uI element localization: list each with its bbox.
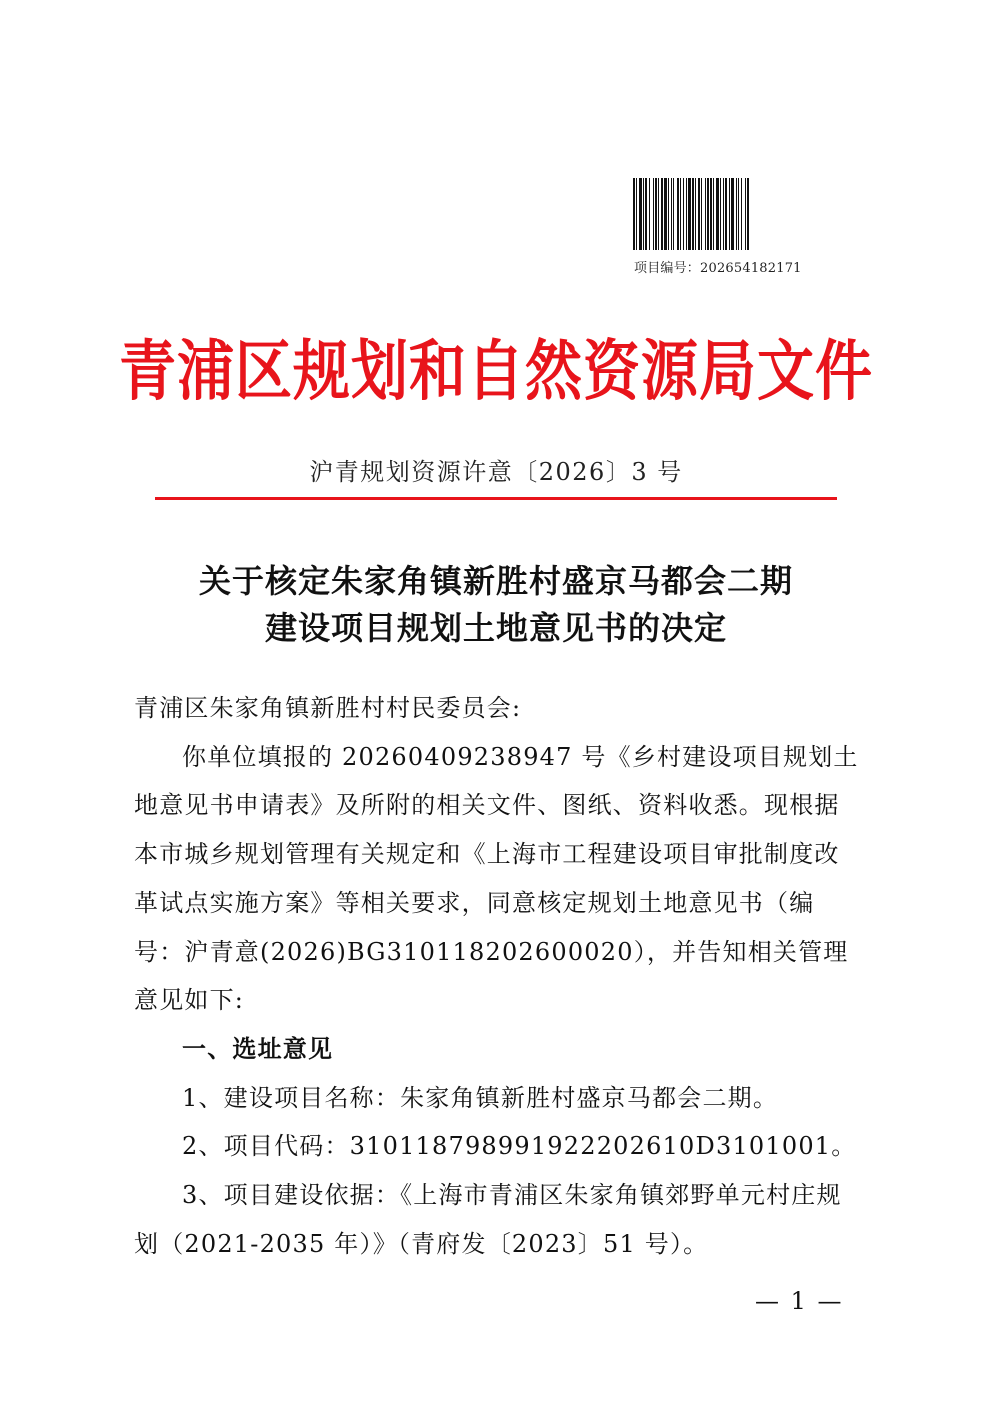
issuer-title: 青浦区规划和自然资源局文件 — [119, 333, 873, 410]
document-title-line-1: 关于核定朱家角镇新胜村盛京马都会二期 — [198, 562, 793, 600]
document-number: 沪青规划资源许意〔2026〕3 号 — [309, 458, 683, 486]
barcode-bar — [749, 178, 751, 250]
list-item: 3、项目建设依据：《上海市青浦区朱家角镇郊野单元村庄规划（2021-2035 年）》（青府发〔2023〕51 号）。 — [134, 1181, 842, 1258]
section-heading: 一、选址意见 — [182, 1034, 334, 1063]
body-paragraph: 你单位填报的 20260409238947 号《乡村建设项目规划土地意见书申请表》及所附的相关文件、图纸、资料收悉。现根据本市城乡规划管理有关规定和《上海市工程建设项目审批制度改革试点实施方案》等相关要求，同意核定规划土地意见书（编号：沪青意(2026)BG310118202600020），并告知相关管理意见如下: — [134, 742, 859, 1015]
barcode-image — [633, 178, 826, 250]
list-item: 1、建设项目名称：朱家角镇新胜村盛京马都会二期。 — [182, 1083, 779, 1112]
addressee: 青浦区朱家角镇新胜村村民委员会: — [134, 694, 522, 722]
document-body — [134, 684, 859, 1268]
document-title-line-2: 建设项目规划土地意见书的决定 — [264, 609, 727, 647]
project-number: 项目编号：202654182171 — [634, 261, 802, 276]
red-divider-line — [155, 497, 837, 500]
list-item: 2、项目代码：310118798991922202610D3101001。 — [182, 1132, 857, 1161]
page-number: — 1 — — [755, 1287, 844, 1315]
